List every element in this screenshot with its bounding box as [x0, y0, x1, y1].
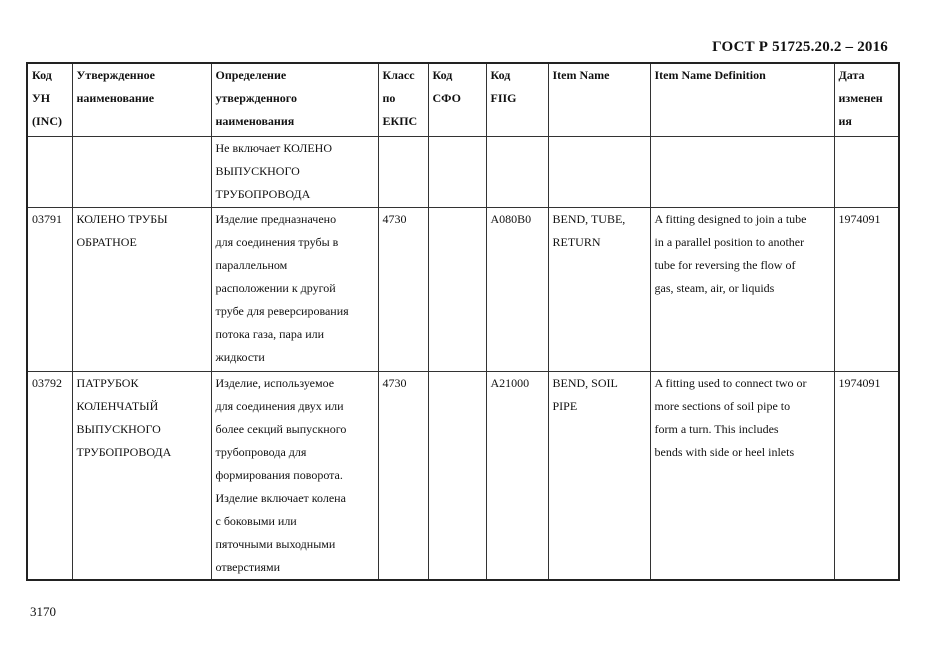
- cell-text-line: BEND, SOIL: [552, 376, 618, 390]
- cell-text-line: ВЫПУСКНОГО: [76, 422, 161, 436]
- header-row: [27, 63, 899, 137]
- cell-text-line: form a turn. This includes: [654, 422, 779, 436]
- col-fiig-header: [486, 63, 548, 137]
- cell-text-line: отверстиями: [215, 560, 281, 574]
- cell-text-line: с боковыми или: [215, 514, 297, 528]
- cell-item-name: [548, 137, 650, 208]
- cell-text-line: для соединения трубы в: [215, 235, 339, 249]
- header-label-line: изменен: [838, 91, 883, 105]
- cell-definition: [211, 208, 378, 372]
- cell-text-line: трубопровода для: [215, 445, 307, 459]
- cell-text-line: КОЛЕНО ТРУБЫ: [76, 212, 168, 226]
- header-label-line: (INC): [32, 114, 62, 128]
- header-label-line: СФО: [432, 91, 461, 105]
- header-label-line: Item Name: [552, 68, 610, 82]
- table-row: [27, 137, 899, 208]
- cell-text-line: более секций выпускного: [215, 422, 347, 436]
- cell-item-name: [548, 372, 650, 581]
- col-sfo-header: [428, 63, 486, 137]
- header-label-line: наименования: [215, 114, 295, 128]
- header-label-line: по: [382, 91, 396, 105]
- cell-fiig: A21000: [486, 372, 548, 581]
- cell-sfo: [428, 208, 486, 372]
- cell-approved: [72, 137, 211, 208]
- cell-text-line: пяточными выходными: [215, 537, 336, 551]
- cell-class: 4730: [378, 208, 428, 372]
- cell-item-def: [650, 372, 834, 581]
- cell-item-def: [650, 208, 834, 372]
- cell-text-line: gas, steam, air, or liquids: [654, 281, 775, 295]
- header-label-line: Код: [490, 68, 511, 82]
- cell-date: [834, 137, 899, 208]
- cell-text-line: A fitting designed to join a tube: [654, 212, 807, 226]
- cell-text-line: формирования поворота.: [215, 468, 343, 482]
- header-label-line: Класс: [382, 68, 415, 82]
- header-label-line: УН: [32, 91, 51, 105]
- table-row: [27, 208, 899, 372]
- cell-date: 1974091: [834, 208, 899, 372]
- header-label-line: наименование: [76, 91, 155, 105]
- cell-text-line: A fitting used to connect two or: [654, 376, 807, 390]
- col-class-header: [378, 63, 428, 137]
- cell-text-line: bends with side or heel inlets: [654, 445, 795, 459]
- page-number: 3170: [30, 604, 56, 619]
- col-definition-header: [211, 63, 378, 137]
- cell-approved: [72, 372, 211, 581]
- col-item-name-header: [548, 63, 650, 137]
- cell-text-line: трубе для реверсирования: [215, 304, 349, 318]
- col-date-header: [834, 63, 899, 137]
- cell-definition: [211, 137, 378, 208]
- cell-text-line: tube for reversing the flow of: [654, 258, 796, 272]
- cell-fiig: A080B0: [486, 208, 548, 372]
- cell-class: 4730: [378, 372, 428, 581]
- cell-text-line: BEND, TUBE,: [552, 212, 626, 226]
- cell-text-line: Изделие, используемое: [215, 376, 335, 390]
- header-label-line: Дата: [838, 68, 865, 82]
- cell-inc: [27, 137, 72, 208]
- cell-text-line: Изделие включает колена: [215, 491, 346, 505]
- cell-sfo: [428, 137, 486, 208]
- cell-sfo: [428, 372, 486, 581]
- cell-text-line: PIPE: [552, 399, 578, 413]
- cell-text-line: in a parallel position to another: [654, 235, 805, 249]
- header-label-line: FIIG: [490, 91, 517, 105]
- standard-header: ГОСТ Р 51725.20.2 – 2016: [712, 39, 888, 55]
- cell-item-name: [548, 208, 650, 372]
- cell-text-line: ПАТРУБОК: [76, 376, 139, 390]
- header-label-line: утвержденного: [215, 91, 297, 105]
- cell-approved: [72, 208, 211, 372]
- cell-text-line: КОЛЕНЧАТЫЙ: [76, 399, 159, 413]
- cell-text-line: Изделие предназначено: [215, 212, 337, 226]
- cell-inc: 03791: [27, 208, 72, 372]
- cell-item-def: [650, 137, 834, 208]
- header-label-line: ЕКПС: [382, 114, 418, 128]
- cell-class: [378, 137, 428, 208]
- cell-text-line: ТРУБОПРОВОДА: [76, 445, 172, 459]
- header-label-line: Код: [32, 68, 52, 82]
- header-label-line: Код: [432, 68, 453, 82]
- cell-text-line: more sections of soil pipe to: [654, 399, 791, 413]
- cell-fiig: [486, 137, 548, 208]
- cell-text-line: ТРУБОПРОВОДА: [215, 187, 311, 201]
- cell-text-line: потока газа, пара или: [215, 327, 325, 341]
- cell-text-line: ОБРАТНОЕ: [76, 235, 137, 249]
- cell-text-line: жидкости: [215, 350, 265, 364]
- cell-definition: [211, 372, 378, 581]
- cell-date: 1974091: [834, 372, 899, 581]
- cell-text-line: Не включает КОЛЕНО: [215, 141, 332, 155]
- cell-text-line: для соединения двух или: [215, 399, 344, 413]
- col-approved-name-header: [72, 63, 211, 137]
- cell-inc: 03792: [27, 372, 72, 581]
- table-row: [27, 372, 899, 581]
- header-label-line: Item Name Definition: [654, 68, 766, 82]
- catalog-table: [26, 62, 900, 581]
- header-label-line: Определение: [215, 68, 287, 82]
- header-label-line: Утвержденное: [76, 68, 155, 82]
- cell-text-line: параллельном: [215, 258, 288, 272]
- cell-text-line: RETURN: [552, 235, 601, 249]
- cell-text-line: расположении к другой: [215, 281, 336, 295]
- col-inc-header: [27, 63, 72, 137]
- col-item-definition-header: [650, 63, 834, 137]
- cell-text-line: ВЫПУСКНОГО: [215, 164, 300, 178]
- header-label-line: ия: [838, 114, 852, 128]
